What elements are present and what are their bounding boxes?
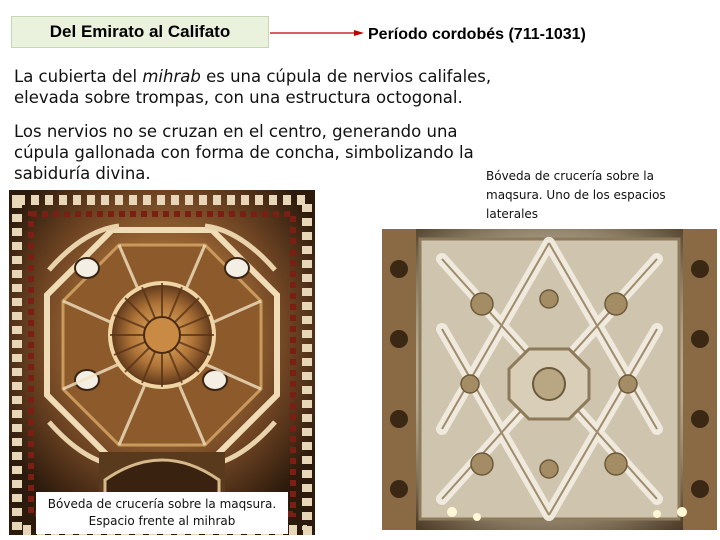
period-label: Período cordobés (711-1031) bbox=[368, 26, 586, 43]
caption-left-title: Bóveda de crucería sobre la maqsura. bbox=[47, 497, 277, 511]
mihrab-dome-photo bbox=[9, 190, 315, 535]
caption-left bbox=[36, 492, 288, 534]
slide-title: Del Emirato al Califato bbox=[49, 22, 231, 41]
title-box bbox=[11, 16, 269, 48]
maqsura-vault-photo bbox=[382, 229, 717, 530]
caption-left-subtitle: Espacio frente al mihrab bbox=[88, 514, 236, 528]
arrow-right-icon bbox=[270, 25, 365, 41]
paragraph-mihrab: La cubierta del mihrab es una cúpula de nervios califales, elevada sobre trompas, con una estructura octogonal. bbox=[14, 67, 492, 107]
caption-right: Bóveda de crucería sobre la maqsura. Uno de los espacios laterales bbox=[486, 169, 666, 221]
paragraph-ribs: Los nervios no se cruzan en el centro, generando una cúpula gallonada con forma de concha, simbolizando la sabiduría divina. bbox=[14, 122, 474, 183]
